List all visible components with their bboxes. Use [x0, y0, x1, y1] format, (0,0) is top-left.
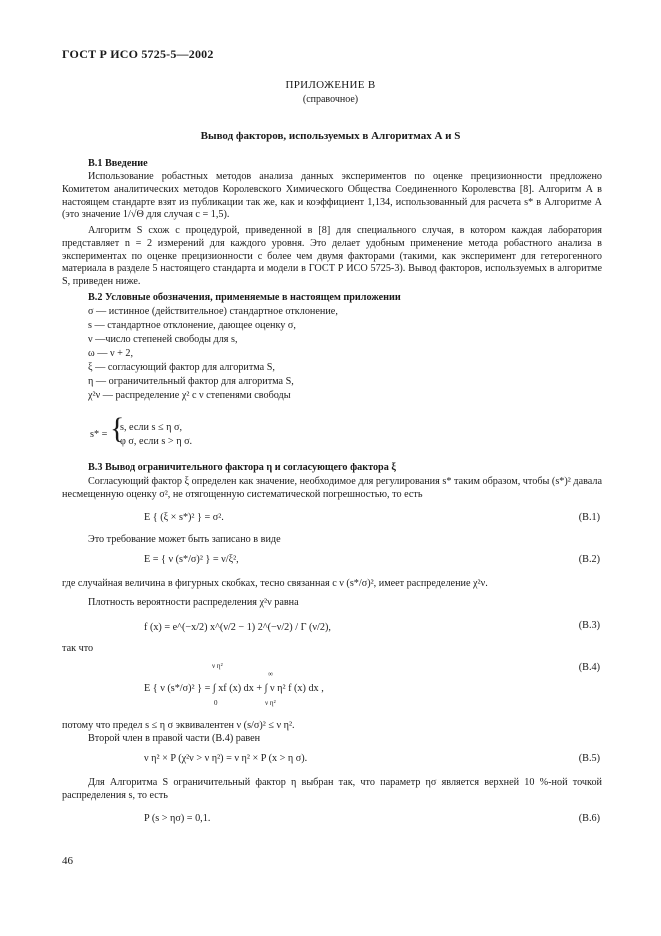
- text-second-term: Второй член в правой части (В.4) равен: [88, 733, 261, 744]
- equation-b6: P (s > ησ) = 0,1.: [144, 813, 211, 824]
- symbol-item: η — ограничительный фактор для алгоритма S,: [88, 376, 294, 387]
- equation-b3: f (x) = e^(−x/2) x^(ν/2 − 1) 2^(−ν/2) / Γ (ν/2),: [144, 622, 331, 633]
- equation-b5: ν η² × P (χ²ν > ν η²) = ν η² × P (x > η σ).: [144, 753, 308, 764]
- integral-lower-limit-1: 0: [214, 699, 218, 707]
- definition-case-2: φ σ, если s > η σ.: [120, 436, 193, 447]
- appendix-note: (справочное): [302, 94, 359, 105]
- symbol-item: σ — истинное (действительное) стандартное отклонение,: [88, 306, 338, 317]
- equation-number-b4: (В.4): [578, 662, 600, 673]
- equation-b4: E { ν (s*/σ)² } = ∫ xf (x) dx + ∫ ν η² f (x) dx ,: [144, 683, 324, 694]
- section-b1-paragraph-1: Использование робастных методов анализа данных экспериментов по оценке прецизионности предложено Комитетом аналитических методов Королевского Химического Общества Соединенного Королевства [8]. Алгоритм А в настоящем стандарте взят из публикации так же, как и коэффициент 1,134, использованный для расчета s* в Алгоритме А (это значение 1/√Θ для случая c = 1,5).: [62, 171, 602, 221]
- text-algorithm-s-factor: Для Алгоритма S ограничительный фактор η выбран так, что параметр ησ является верхней 10 %-ной точкой распределения s, то есть: [62, 777, 602, 801]
- symbol-item: ξ — согласующий фактор для алгоритма S,: [88, 362, 275, 373]
- section-b2-heading: В.2 Условные обозначения, применяемые в настоящем приложении: [88, 292, 401, 303]
- document-header: ГОСТ Р ИСО 5725-5—2002: [62, 47, 214, 61]
- appendix-title: Вывод факторов, используемых в Алгоритмах А и S: [200, 130, 461, 142]
- section-b1-paragraph-2: Алгоритм S схож с процедурой, приведенной в [8] для специального случая, в котором каждая лаборатория представляет n = 2 измерений для каждого уровня. Это делает удобным применение метода робастного анализа в экспериментах по оценке прецизионности с более чем двумя факторами (такими, как эксперимент для гетерогенного материала в разделе 5 настоящего стандарта и модели в ГОСТ Р ИСО 5725-3). Вывод факторов, используемых в алгоритме S, приведен ниже.: [62, 225, 602, 287]
- definition-case-1: s, если s ≤ η σ,: [120, 422, 183, 433]
- symbol-item: s — стандартное отклонение, дающее оценку σ,: [88, 320, 296, 331]
- appendix-label: ПРИЛОЖЕНИЕ В: [285, 79, 376, 91]
- equation-number-b6: (В.6): [578, 813, 600, 824]
- symbol-item: χ²ν — распределение χ² с ν степенями свободы: [88, 390, 291, 401]
- page-number: 46: [62, 855, 73, 867]
- integral-upper-limit-2: ∞: [268, 670, 273, 678]
- definition-brace: {: [110, 412, 125, 445]
- equation-number-b3: (В.3): [578, 620, 600, 631]
- equation-b1: E { (ξ × s*)² } = σ².: [144, 512, 224, 523]
- equation-number-b5: (В.5): [578, 753, 600, 764]
- text-so-that: так что: [62, 643, 94, 654]
- text-requirement: Это требование может быть записано в виде: [88, 534, 281, 545]
- text-density: Плотность вероятности распределения χ²ν равна: [88, 597, 299, 608]
- section-b1-heading: В.1 Введение: [88, 158, 148, 169]
- definition-lhs: s* =: [90, 429, 108, 440]
- symbol-item: ω — ν + 2,: [88, 348, 134, 359]
- section-b3-heading: В.3 Вывод ограничительного фактора η и согласующего фактора ξ: [88, 462, 396, 473]
- equation-number-b1: (В.1): [578, 512, 600, 523]
- integral-upper-limit-1: ν η²: [212, 662, 223, 670]
- integral-lower-limit-2: ν η²: [265, 699, 276, 707]
- section-b3-paragraph-1: Согласующий фактор ξ определен как значение, необходимое для регулирования s* таким образом, чтобы (s*)² давала несмещенную оценку σ², не отягощенную систематической погрешностью, то есть: [62, 476, 602, 500]
- text-random-variable: где случайная величина в фигурных скобках, тесно связанная с ν (s*/σ)², имеет распределение χ²ν.: [62, 578, 488, 589]
- symbol-item: ν —число степеней свободы для s,: [88, 334, 238, 345]
- text-limit-equivalence: потому что предел s ≤ η σ эквивалентен ν (s/σ)² ≤ ν η².: [62, 720, 295, 731]
- equation-b2: E = { ν (s*/σ)² } = ν/ξ²,: [144, 554, 239, 565]
- equation-number-b2: (В.2): [578, 554, 600, 565]
